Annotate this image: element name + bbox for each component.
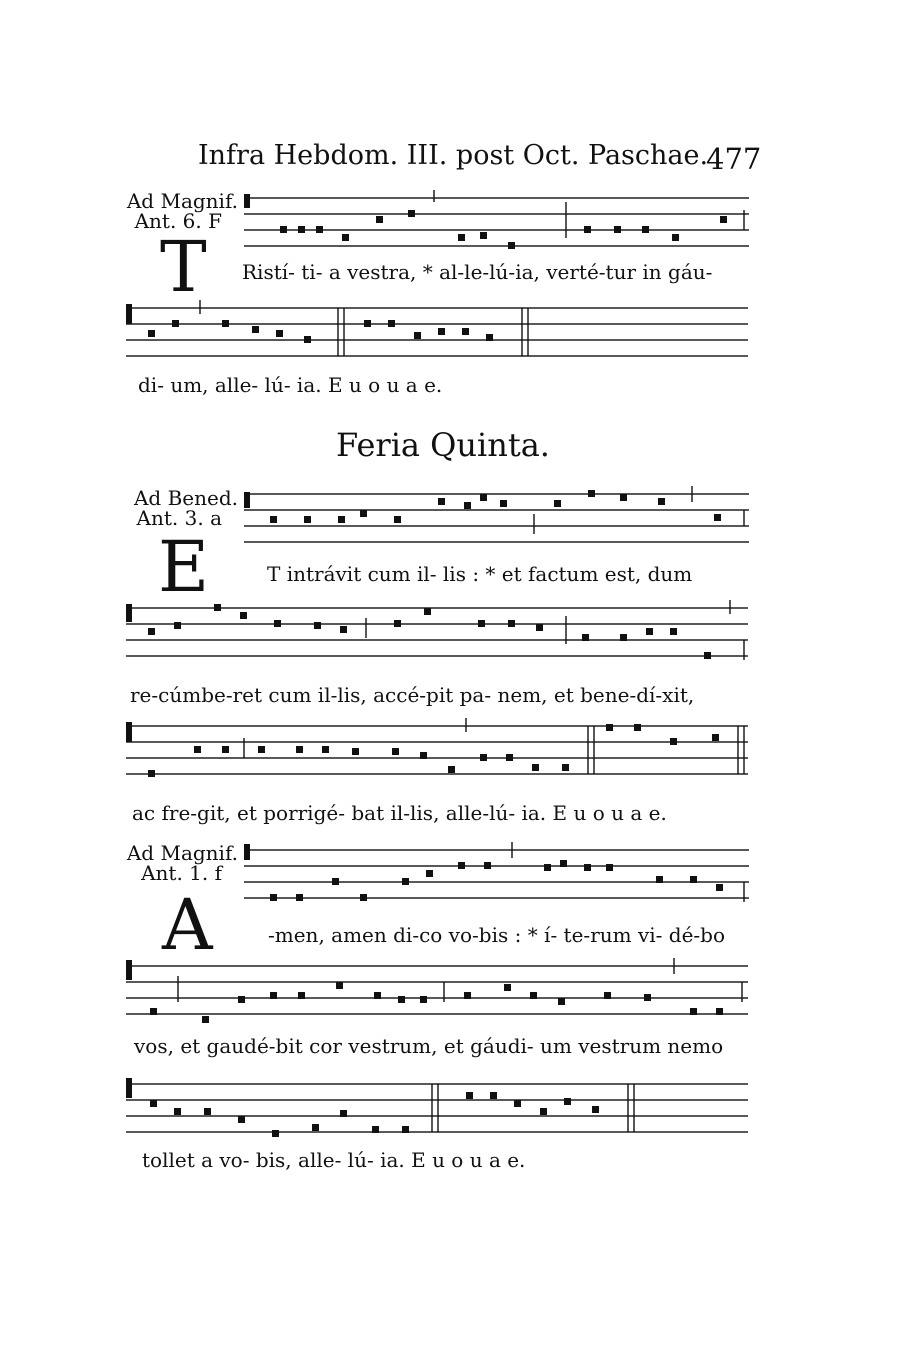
initial-letter: T xyxy=(160,226,207,308)
antiphon-label xyxy=(118,488,238,528)
antiphon-label xyxy=(118,191,238,231)
chant-staff xyxy=(244,486,749,548)
antiphon-label-line1: Ad Bened. xyxy=(133,486,238,510)
running-header xyxy=(198,140,762,180)
page-header-title: Infra Hebdom. III. post Oct. Paschae. xyxy=(198,140,709,171)
lyric-line: vos, et gaudé-bit cor vestrum, et gáudi- um vestrum nemo xyxy=(134,1034,724,1058)
antiphon-label-line2: Ant. 3. a xyxy=(136,506,222,530)
chant-staff xyxy=(126,600,748,664)
antiphon-label-line1: Ad Magnif. xyxy=(126,189,238,213)
lyric-line: tollet a vo- bis, alle- lú- ia. E u o u a e. xyxy=(142,1148,526,1172)
chant-staff xyxy=(126,1076,748,1138)
antiphon-label-line2: Ant. 1. f xyxy=(141,861,222,885)
lyric-line: ac fre-git, et porrigé- bat il-lis, alle-lú- ia. E u o u a e. xyxy=(132,801,667,825)
section-heading: Feria Quinta. xyxy=(336,426,550,464)
lyric-line: -men, amen di-co vo-bis : * í- te-rum vi- dé-bo xyxy=(268,923,726,947)
page-number: 477 xyxy=(706,142,762,176)
antiphon-label-line1: Ad Magnif. xyxy=(126,841,238,865)
chant-staff xyxy=(126,958,748,1022)
lyric-line: Ristí- ti- a vestra, * al-le-lú-ia, verté-tur in gáu- xyxy=(242,260,713,284)
lyric-line: di- um, alle- lú- ia. E u o u a e. xyxy=(138,373,443,397)
chant-staff xyxy=(244,842,749,906)
chant-staff xyxy=(126,300,748,360)
chant-staff xyxy=(126,718,748,780)
initial-letter: A xyxy=(162,884,213,966)
antiphon-label xyxy=(118,843,238,883)
antiphon-label-line2: Ant. 6. F xyxy=(134,209,222,233)
initial-letter: E xyxy=(158,526,210,608)
lyric-line: T intrávit cum il- lis : * et factum est, dum xyxy=(267,562,693,586)
chant-staff xyxy=(244,190,749,250)
lyric-line: re-cúmbe-ret cum il-lis, accé-pit pa- nem, et bene-dí-xit, xyxy=(130,683,695,707)
